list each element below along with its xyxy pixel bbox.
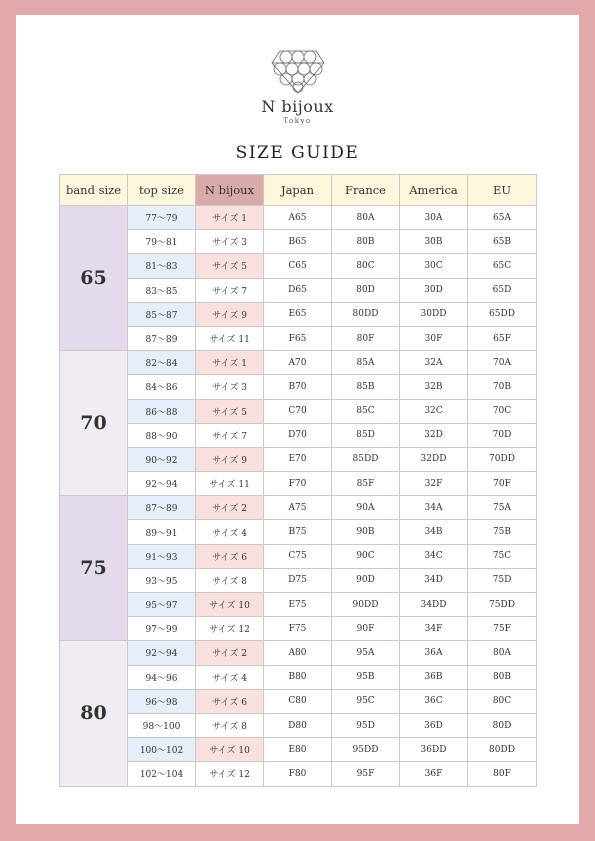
- n-bijoux-cell: サイズ 4: [196, 665, 264, 689]
- brand-name: N bijoux: [261, 97, 334, 116]
- japan-cell: E65: [264, 302, 332, 326]
- eu-cell: 75A: [468, 496, 537, 520]
- japan-cell: C80: [264, 689, 332, 713]
- japan-cell: D70: [264, 423, 332, 447]
- brand-subtitle: Tokyo: [283, 117, 312, 125]
- top-size-cell: 92～94: [128, 641, 196, 665]
- france-cell: 95B: [332, 665, 400, 689]
- america-cell: 30B: [400, 230, 468, 254]
- top-size-cell: 95～97: [128, 593, 196, 617]
- brand-logo: [16, 41, 579, 125]
- top-size-cell: 87～89: [128, 496, 196, 520]
- table-row: [60, 665, 537, 689]
- america-cell: 34DD: [400, 593, 468, 617]
- japan-cell: F80: [264, 762, 332, 786]
- n-bijoux-cell: サイズ 1: [196, 206, 264, 230]
- america-cell: 34A: [400, 496, 468, 520]
- n-bijoux-cell: サイズ 1: [196, 351, 264, 375]
- header-band-size: band size: [60, 175, 128, 206]
- top-size-cell: 102～104: [128, 762, 196, 786]
- n-bijoux-cell: サイズ 8: [196, 568, 264, 592]
- table-row: [60, 423, 537, 447]
- table-row: [60, 568, 537, 592]
- top-size-cell: 82～84: [128, 351, 196, 375]
- table-row: [60, 447, 537, 471]
- eu-cell: 70C: [468, 399, 537, 423]
- america-cell: 34C: [400, 544, 468, 568]
- top-size-cell: 100～102: [128, 738, 196, 762]
- table-row: [60, 230, 537, 254]
- france-cell: 85A: [332, 351, 400, 375]
- top-size-cell: 84～86: [128, 375, 196, 399]
- header-eu: EU: [468, 175, 537, 206]
- top-size-cell: 90～92: [128, 447, 196, 471]
- table-row: [60, 326, 537, 350]
- n-bijoux-cell: サイズ 2: [196, 641, 264, 665]
- eu-cell: 80B: [468, 665, 537, 689]
- top-size-cell: 81～83: [128, 254, 196, 278]
- n-bijoux-cell: サイズ 4: [196, 520, 264, 544]
- header-top-size: top size: [128, 175, 196, 206]
- japan-cell: F70: [264, 472, 332, 496]
- america-cell: 32DD: [400, 447, 468, 471]
- france-cell: 80F: [332, 326, 400, 350]
- america-cell: 30C: [400, 254, 468, 278]
- table-row: [60, 713, 537, 737]
- top-size-cell: 96～98: [128, 689, 196, 713]
- france-cell: 90A: [332, 496, 400, 520]
- top-size-cell: 85～87: [128, 302, 196, 326]
- band-size-cell: 80: [60, 641, 128, 786]
- japan-cell: C75: [264, 544, 332, 568]
- table-row: [60, 520, 537, 544]
- n-bijoux-cell: サイズ 2: [196, 496, 264, 520]
- top-size-cell: 98～100: [128, 713, 196, 737]
- n-bijoux-cell: サイズ 7: [196, 423, 264, 447]
- n-bijoux-cell: サイズ 10: [196, 593, 264, 617]
- table-row: [60, 593, 537, 617]
- table-row: [60, 351, 537, 375]
- eu-cell: 80A: [468, 641, 537, 665]
- top-size-cell: 97～99: [128, 617, 196, 641]
- table-row: [60, 399, 537, 423]
- eu-cell: 65A: [468, 206, 537, 230]
- top-size-cell: 92～94: [128, 472, 196, 496]
- eu-cell: 80C: [468, 689, 537, 713]
- n-bijoux-cell: サイズ 9: [196, 447, 264, 471]
- france-cell: 90B: [332, 520, 400, 544]
- america-cell: 32A: [400, 351, 468, 375]
- header-france: France: [332, 175, 400, 206]
- eu-cell: 65DD: [468, 302, 537, 326]
- japan-cell: F65: [264, 326, 332, 350]
- france-cell: 95D: [332, 713, 400, 737]
- table-row: [60, 375, 537, 399]
- america-cell: 36DD: [400, 738, 468, 762]
- top-size-cell: 89～91: [128, 520, 196, 544]
- france-cell: 90DD: [332, 593, 400, 617]
- top-size-cell: 83～85: [128, 278, 196, 302]
- eu-cell: 75F: [468, 617, 537, 641]
- france-cell: 95F: [332, 762, 400, 786]
- n-bijoux-cell: サイズ 9: [196, 302, 264, 326]
- japan-cell: B80: [264, 665, 332, 689]
- america-cell: 30A: [400, 206, 468, 230]
- japan-cell: B65: [264, 230, 332, 254]
- n-bijoux-cell: サイズ 10: [196, 738, 264, 762]
- table-body: [60, 206, 537, 787]
- america-cell: 36C: [400, 689, 468, 713]
- france-cell: 80B: [332, 230, 400, 254]
- n-bijoux-cell: サイズ 11: [196, 472, 264, 496]
- table-row: [60, 496, 537, 520]
- n-bijoux-cell: サイズ 3: [196, 230, 264, 254]
- table-row: [60, 762, 537, 786]
- top-size-cell: 86～88: [128, 399, 196, 423]
- header-n-bijoux: N bijoux: [196, 175, 264, 206]
- eu-cell: 65B: [468, 230, 537, 254]
- top-size-cell: 93～95: [128, 568, 196, 592]
- n-bijoux-cell: サイズ 7: [196, 278, 264, 302]
- eu-cell: 80DD: [468, 738, 537, 762]
- size-guide-page: [16, 15, 579, 824]
- france-cell: 85DD: [332, 447, 400, 471]
- france-cell: 95A: [332, 641, 400, 665]
- eu-cell: 70D: [468, 423, 537, 447]
- japan-cell: F75: [264, 617, 332, 641]
- header-america: America: [400, 175, 468, 206]
- france-cell: 95C: [332, 689, 400, 713]
- france-cell: 90F: [332, 617, 400, 641]
- page-title: SIZE GUIDE: [235, 143, 360, 163]
- header-japan: Japan: [264, 175, 332, 206]
- top-size-cell: 77～79: [128, 206, 196, 230]
- france-cell: 80C: [332, 254, 400, 278]
- n-bijoux-cell: サイズ 11: [196, 326, 264, 350]
- france-cell: 90C: [332, 544, 400, 568]
- band-size-cell: 75: [60, 496, 128, 641]
- france-cell: 85B: [332, 375, 400, 399]
- america-cell: 30F: [400, 326, 468, 350]
- table-row: [60, 738, 537, 762]
- n-bijoux-cell: サイズ 5: [196, 254, 264, 278]
- japan-cell: B70: [264, 375, 332, 399]
- table-row: [60, 689, 537, 713]
- america-cell: 36B: [400, 665, 468, 689]
- eu-cell: 80D: [468, 713, 537, 737]
- eu-cell: 70A: [468, 351, 537, 375]
- band-size-cell: 70: [60, 351, 128, 496]
- n-bijoux-cell: サイズ 5: [196, 399, 264, 423]
- france-cell: 80D: [332, 278, 400, 302]
- america-cell: 34F: [400, 617, 468, 641]
- table-row: [60, 472, 537, 496]
- band-size-cell: 65: [60, 206, 128, 351]
- table-row: [60, 641, 537, 665]
- japan-cell: C70: [264, 399, 332, 423]
- japan-cell: D75: [264, 568, 332, 592]
- france-cell: 90D: [332, 568, 400, 592]
- japan-cell: E80: [264, 738, 332, 762]
- eu-cell: 75C: [468, 544, 537, 568]
- japan-cell: A70: [264, 351, 332, 375]
- japan-cell: B75: [264, 520, 332, 544]
- japan-cell: E70: [264, 447, 332, 471]
- eu-cell: 65C: [468, 254, 537, 278]
- n-bijoux-cell: サイズ 6: [196, 689, 264, 713]
- eu-cell: 65D: [468, 278, 537, 302]
- table-row: [60, 544, 537, 568]
- america-cell: 36F: [400, 762, 468, 786]
- france-cell: 85C: [332, 399, 400, 423]
- america-cell: 30D: [400, 278, 468, 302]
- n-bijoux-cell: サイズ 6: [196, 544, 264, 568]
- top-size-cell: 94～96: [128, 665, 196, 689]
- japan-cell: A65: [264, 206, 332, 230]
- eu-cell: 80F: [468, 762, 537, 786]
- japan-cell: D80: [264, 713, 332, 737]
- eu-cell: 75D: [468, 568, 537, 592]
- eu-cell: 75DD: [468, 593, 537, 617]
- n-bijoux-cell: サイズ 12: [196, 617, 264, 641]
- america-cell: 34D: [400, 568, 468, 592]
- america-cell: 32C: [400, 399, 468, 423]
- table-row: [60, 617, 537, 641]
- top-size-cell: 79～81: [128, 230, 196, 254]
- diamond-lattice-icon: [270, 41, 326, 97]
- france-cell: 95DD: [332, 738, 400, 762]
- japan-cell: D65: [264, 278, 332, 302]
- france-cell: 80DD: [332, 302, 400, 326]
- eu-cell: 70DD: [468, 447, 537, 471]
- america-cell: 30DD: [400, 302, 468, 326]
- top-size-cell: 91～93: [128, 544, 196, 568]
- america-cell: 32B: [400, 375, 468, 399]
- eu-cell: 70F: [468, 472, 537, 496]
- size-table: [59, 174, 537, 787]
- america-cell: 34B: [400, 520, 468, 544]
- eu-cell: 65F: [468, 326, 537, 350]
- n-bijoux-cell: サイズ 12: [196, 762, 264, 786]
- top-size-cell: 87～89: [128, 326, 196, 350]
- japan-cell: A80: [264, 641, 332, 665]
- eu-cell: 75B: [468, 520, 537, 544]
- america-cell: 32D: [400, 423, 468, 447]
- america-cell: 36A: [400, 641, 468, 665]
- france-cell: 85F: [332, 472, 400, 496]
- america-cell: 32F: [400, 472, 468, 496]
- n-bijoux-cell: サイズ 3: [196, 375, 264, 399]
- table-header-row: [60, 175, 537, 206]
- top-size-cell: 88～90: [128, 423, 196, 447]
- france-cell: 85D: [332, 423, 400, 447]
- table-row: [60, 278, 537, 302]
- america-cell: 36D: [400, 713, 468, 737]
- table-row: [60, 254, 537, 278]
- table-row: [60, 302, 537, 326]
- n-bijoux-cell: サイズ 8: [196, 713, 264, 737]
- table-row: [60, 206, 537, 230]
- japan-cell: C65: [264, 254, 332, 278]
- japan-cell: A75: [264, 496, 332, 520]
- france-cell: 80A: [332, 206, 400, 230]
- eu-cell: 70B: [468, 375, 537, 399]
- japan-cell: E75: [264, 593, 332, 617]
